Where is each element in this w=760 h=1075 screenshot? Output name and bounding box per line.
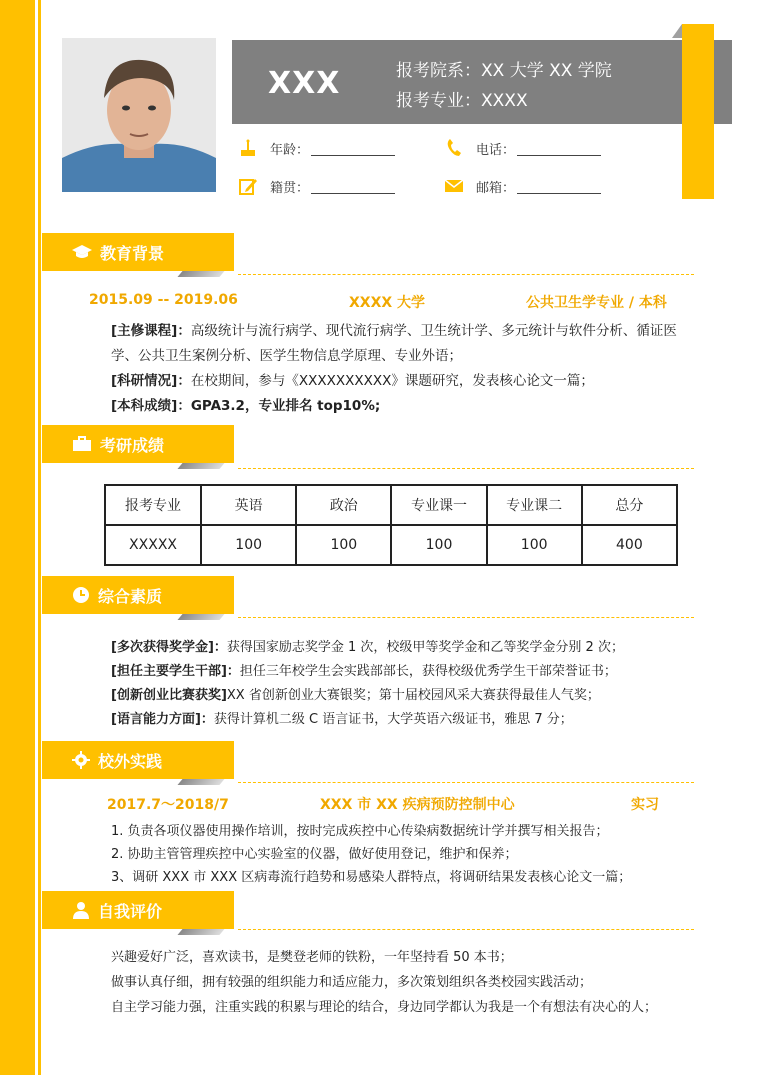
self-item: 做事认真仔细，拥有较强的组织能力和适应能力，多次策划组织各类校园实践活动； (111, 975, 593, 990)
table-header-cell: 专业课一 (391, 485, 486, 525)
practice-period: 2017.7～2018/7 (107, 797, 229, 813)
email-label: 邮箱： (476, 180, 516, 196)
age-icon (238, 138, 258, 158)
table-cell: 400 (582, 525, 677, 565)
courses-label: [主修课程]： (111, 323, 191, 339)
section-shadow (177, 614, 224, 620)
section-shadow (177, 463, 224, 469)
header-yellow-tab (682, 24, 714, 199)
quality-text: 获得计算机二级 C 语言证书，大学英语六级证书，雅思 7 分； (213, 712, 573, 727)
table-cell: 100 (296, 525, 391, 565)
section-title: 自我评价 (98, 901, 163, 921)
target-major: 报考专业：XXXX (396, 91, 528, 111)
quality-label: [担任主要学生干部]： (111, 664, 240, 679)
table-cell: 100 (487, 525, 582, 565)
quality-label: [多次获得奖学金]： (111, 640, 227, 655)
mail-icon (444, 176, 464, 196)
section-exam (42, 425, 234, 463)
quality-label: [语言能力方面]： (111, 712, 214, 727)
section-practice (42, 741, 234, 779)
section-shadow (177, 271, 224, 277)
quality-label: [创新创业比赛获奖] (111, 688, 227, 703)
quality-item (111, 708, 573, 727)
candidate-name: XXX (268, 66, 341, 101)
person-icon (72, 901, 90, 919)
practice-item: 1. 负责各项仪器使用操作培训，按时完成疾控中心传染病数据统计学并撰写相关报告； (111, 824, 609, 839)
target-college: 报考院系：XX 大学 XX 学院 (396, 61, 612, 81)
self-item: 兴趣爱好广泛，喜欢读书，是樊登老师的铁粉，一年坚持看 50 本书； (111, 950, 513, 965)
table-header-cell: 英语 (201, 485, 296, 525)
self-item: 自主学习能力强，注重实践的积累与理论的结合，身边同学都认为我是一个有想法有决心的人； (111, 1000, 658, 1015)
section-education (42, 233, 234, 271)
practice-role: 实习 (631, 797, 659, 813)
origin-blank (311, 179, 395, 194)
section-shadow (177, 929, 224, 935)
email-field (444, 176, 601, 196)
section-shadow (177, 779, 224, 785)
quality-item (111, 660, 617, 679)
table-cell: XXXXX (105, 525, 201, 565)
edu-research (111, 369, 701, 394)
gear-icon (72, 751, 90, 769)
section-divider (238, 274, 694, 275)
quality-item (111, 684, 600, 703)
edu-gpa (111, 394, 701, 419)
phone-icon (444, 138, 464, 158)
table-header-row (105, 485, 677, 525)
edu-courses (111, 319, 701, 369)
clock-icon (72, 586, 90, 604)
practice-org: XXX 市 XX 疾病预防控制中心 (320, 797, 515, 813)
section-title: 考研成绩 (100, 435, 165, 455)
edu-period: 2015.09 -- 2019.06 (89, 292, 238, 308)
gpa-text: GPA3.2，专业排名 top10%; (190, 398, 381, 414)
section-quality (42, 576, 234, 614)
phone-label: 电话： (476, 142, 516, 158)
email-blank (517, 179, 601, 194)
table-cell: 100 (201, 525, 296, 565)
section-divider (238, 929, 694, 930)
practice-item: 3、调研 XXX 市 XXX 区病毒流行趋势和易感染人群特点，将调研结果发表核心论文一篇； (111, 870, 632, 885)
section-divider (238, 468, 694, 469)
age-label: 年龄： (270, 142, 310, 158)
graduation-cap-icon (72, 244, 92, 260)
edit-icon (238, 176, 258, 196)
gpa-label: [本科成绩]： (111, 398, 191, 414)
profile-photo (62, 38, 216, 192)
table-cell: 100 (391, 525, 486, 565)
research-text: 在校期间，参与《XXXXXXXXXX》课题研究，发表核心论文一篇； (190, 373, 594, 389)
section-title: 校外实践 (98, 751, 163, 771)
origin-label: 籍贯： (270, 180, 310, 196)
table-header-cell: 政治 (296, 485, 391, 525)
quality-text: XX 省创新创业大赛银奖；第十届校园风采大赛获得最佳人气奖； (226, 688, 600, 703)
table-row (105, 525, 677, 565)
origin-field (238, 176, 395, 196)
edu-degree: 公共卫生学专业 / 本科 (526, 295, 667, 311)
section-divider (238, 617, 694, 618)
table-header-cell: 总分 (582, 485, 677, 525)
section-self (42, 891, 234, 929)
courses-text: 高级统计与流行病学、现代流行病学、卫生统计学、多元统计与软件分析、循证医学、公共卫生案例分析、医学生物信息学原理、专业外语； (111, 323, 677, 364)
table-header-cell: 专业课二 (487, 485, 582, 525)
research-label: [科研情况]： (111, 373, 191, 389)
left-accent-bar (0, 0, 35, 1075)
briefcase-icon (72, 436, 92, 452)
header-tab-fold (672, 24, 682, 38)
section-title: 综合素质 (98, 586, 163, 606)
section-title: 教育背景 (100, 243, 165, 263)
table-header-cell: 报考专业 (105, 485, 201, 525)
practice-item: 2. 协助主管管理疾控中心实验室的仪器，做好使用登记，维护和保养； (111, 847, 518, 862)
exam-score-table (104, 484, 678, 566)
quality-item (111, 636, 624, 655)
age-field (238, 138, 395, 158)
phone-field (444, 138, 601, 158)
quality-text: 担任三年校学生会实践部部长，获得校级优秀学生干部荣誉证书； (239, 664, 617, 679)
section-divider (238, 782, 694, 783)
age-blank (311, 141, 395, 156)
phone-blank (517, 141, 601, 156)
left-accent-line (38, 0, 41, 1075)
quality-text: 获得国家励志奖学金 1 次，校级甲等奖学金和乙等奖学金分别 2 次； (226, 640, 624, 655)
edu-school: XXXX 大学 (349, 295, 426, 311)
